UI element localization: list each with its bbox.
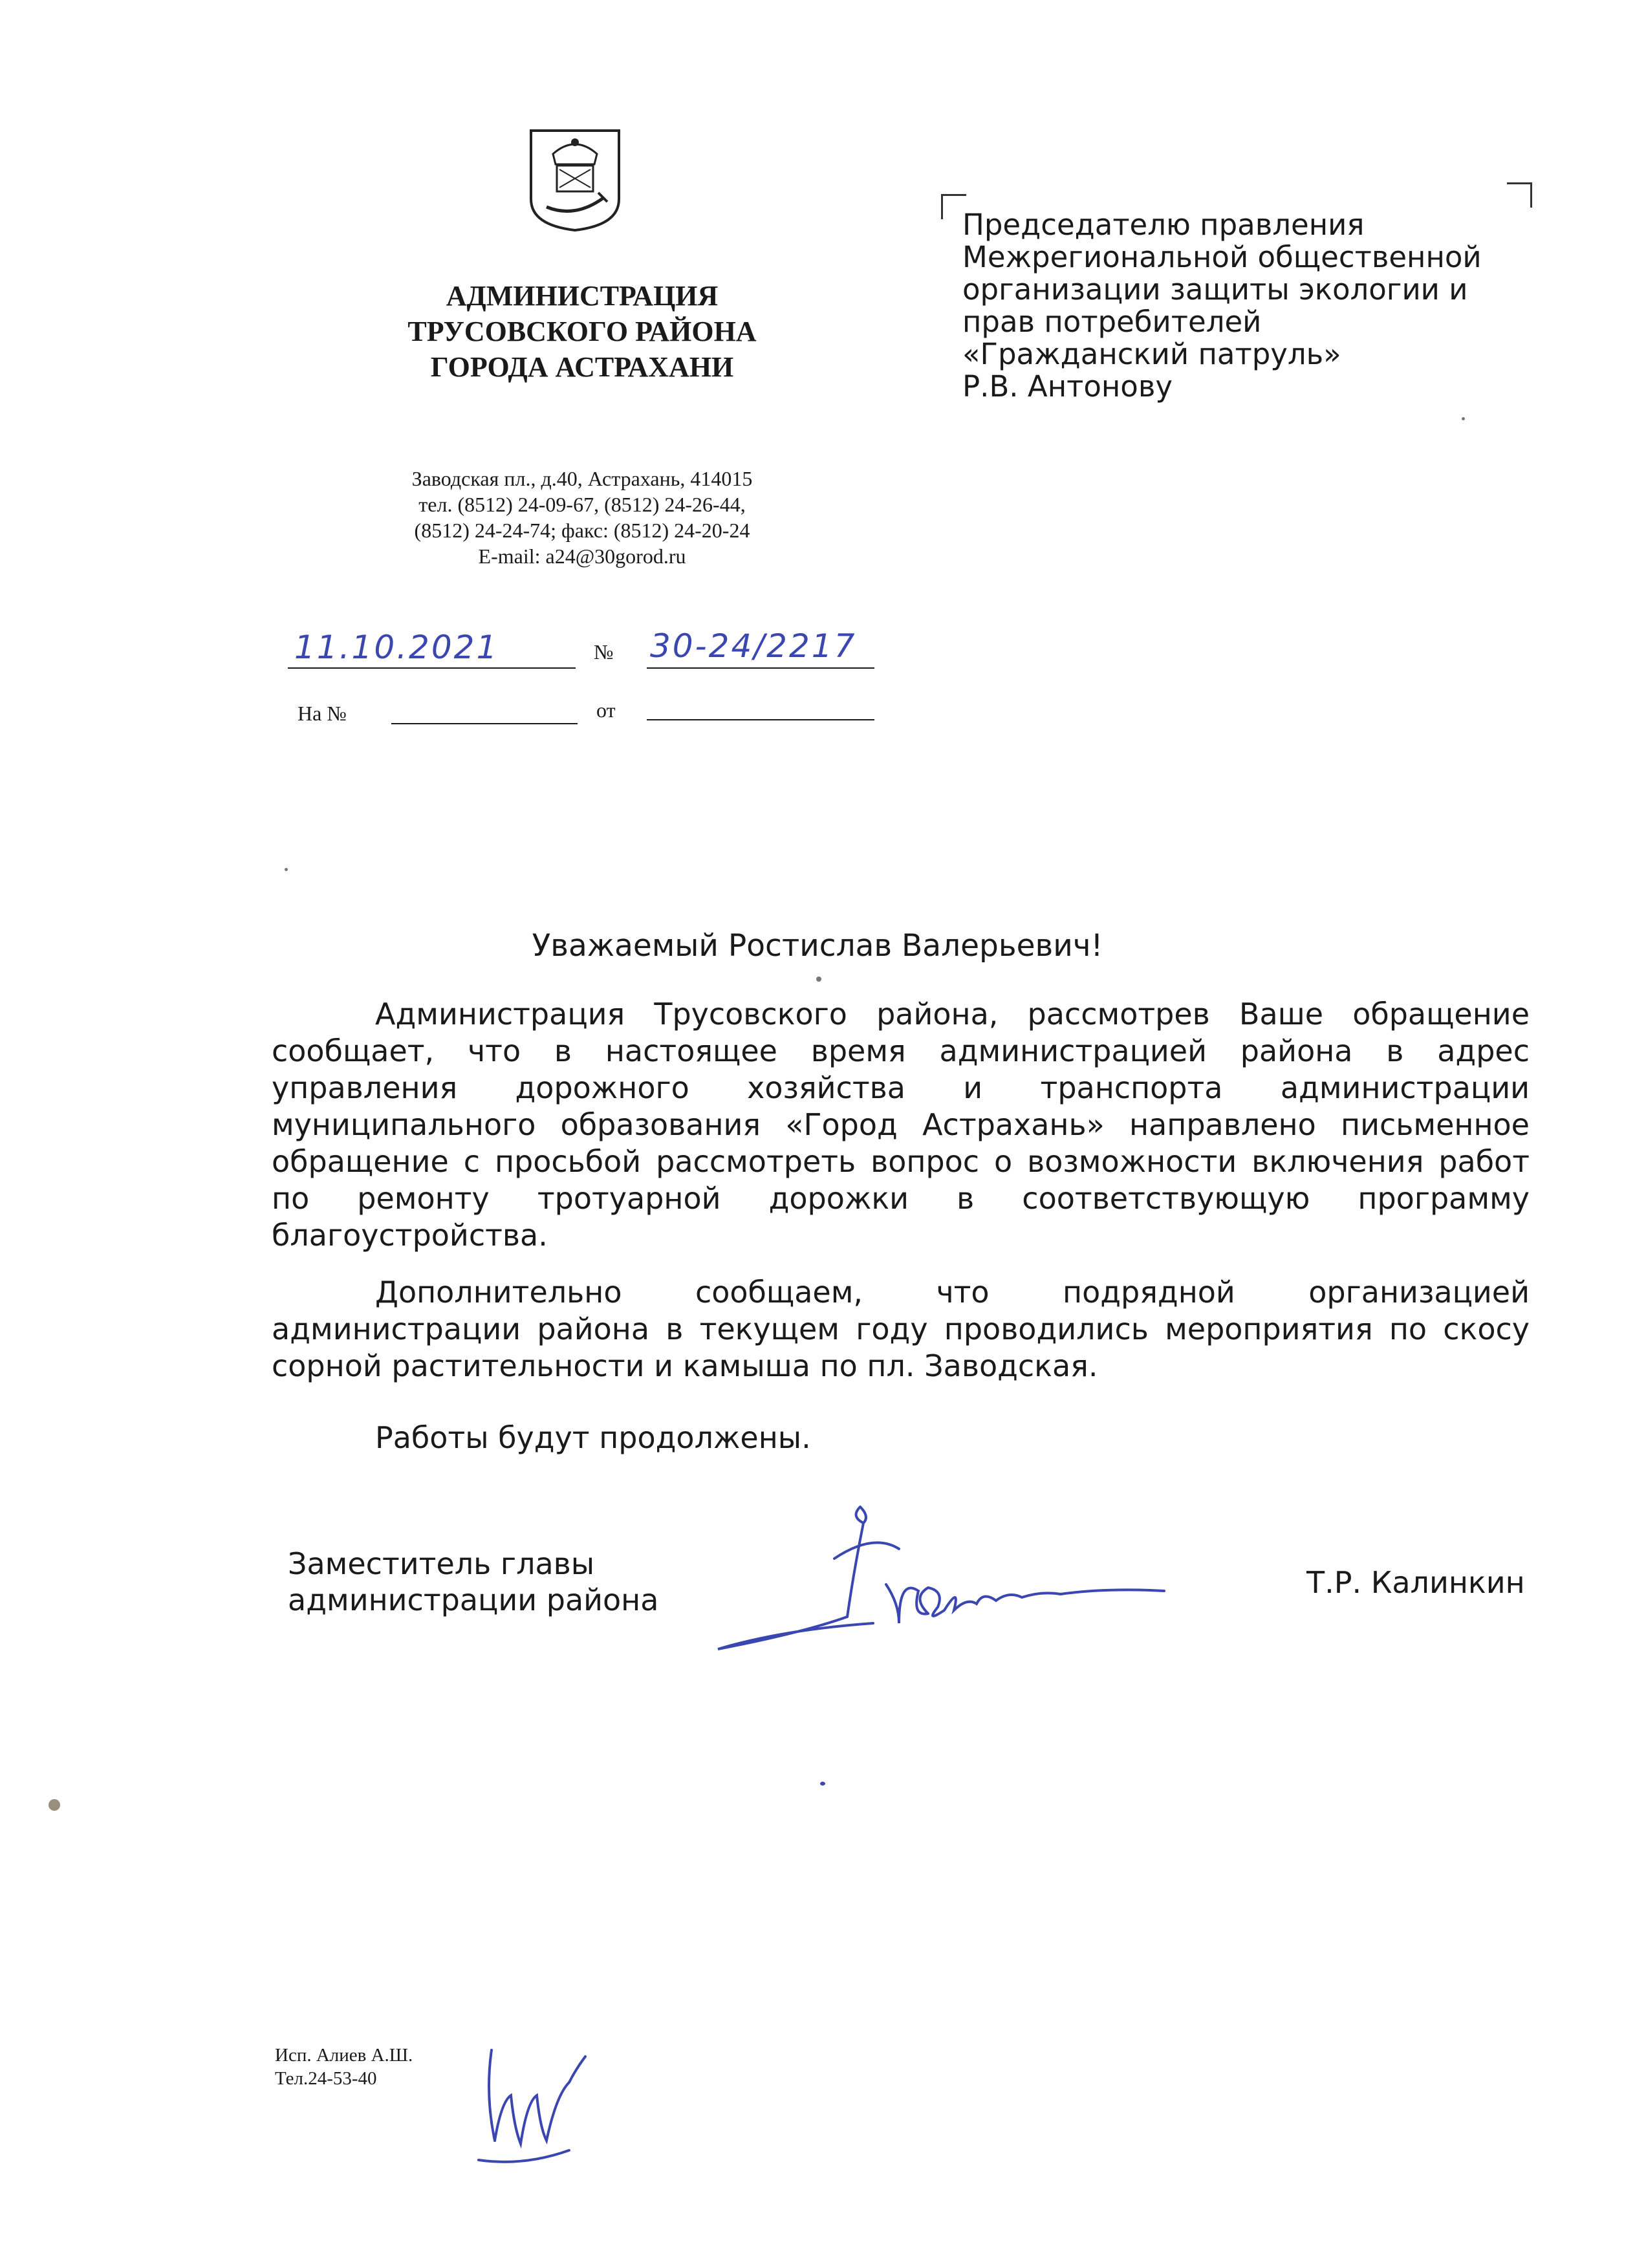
addressee-line-3: организации защиты экологии и	[962, 272, 1468, 307]
org-email: E-mail: a24@30gorod.ru	[478, 545, 686, 568]
org-name-line-3: ГОРОДА АСТРАХАНИ	[430, 351, 734, 383]
body-paragraph-2: Дополнительно сообщаем, что подрядной организацией администрации района в текущем году проводились мероприятия по скосу сорной растительности и камыша по пл. Заводская.	[272, 1275, 1530, 1383]
organization-contacts	[304, 466, 860, 569]
addressee-line-6: Р.В. Антонову	[962, 369, 1173, 404]
org-phones-1: тел. (8512) 24-09-67, (8512) 24-26-44,	[418, 493, 746, 516]
addressee-line-5: «Гражданский патруль»	[962, 337, 1341, 371]
org-name-line-2: ТРУСОВСКОГО РАЙОНА	[407, 316, 757, 347]
addressee-line-1: Председателю правления	[962, 208, 1365, 242]
scan-speck	[816, 977, 821, 982]
reply-date-underline	[647, 719, 874, 720]
addressee-corner-right	[1507, 182, 1532, 208]
signatory-name: Т.Р. Калинкин	[1306, 1565, 1525, 1600]
scan-speck	[1462, 417, 1465, 420]
organization-name	[304, 278, 860, 385]
handwritten-signature	[705, 1494, 1171, 1669]
coat-of-arms-emblem	[527, 128, 623, 233]
reply-number-underline	[391, 723, 578, 724]
body-paragraph-1: Администрация Трусовского района, рассмотрев Ваше обращение сообщает, что в настоящее время администрацией района в адрес управления дорожного хозяйства и транспорта администрации муниципального образования «Город Астрахань» направлено письменное обращение с просьбой рассмотреть вопрос о возможности включения работ по ремонту тротуарной дорожки в соответствующую программу благоустройства.	[272, 997, 1530, 1253]
org-phones-2: (8512) 24-24-74; факс: (8512) 24-20-24	[414, 519, 750, 542]
reply-from-label: от	[596, 698, 616, 722]
executor-phone: Тел.24-53-40	[275, 2068, 377, 2089]
org-name-line-1: АДМИНИСТРАЦИЯ	[446, 280, 719, 312]
letter-date-handwritten: 11.10.2021	[294, 629, 499, 666]
addressee-block	[962, 209, 1544, 403]
signatory-position-line-2: администрации района	[288, 1582, 659, 1617]
org-address: Заводская пл., д.40, Астрахань, 414015	[411, 467, 753, 490]
scan-speck	[820, 1782, 825, 1786]
scan-speck	[285, 868, 288, 871]
greeting: Уважаемый Ростислав Валерьевич!	[532, 928, 1103, 964]
scan-speck	[49, 1799, 60, 1811]
body-paragraph-3: Работы будут продолжены.	[375, 1420, 811, 1455]
signatory-position-line-1: Заместитель главы	[288, 1546, 595, 1581]
reply-number-label: На №	[298, 702, 347, 725]
number-underline	[647, 667, 874, 669]
executor-signature	[466, 2031, 595, 2173]
signatory-position	[288, 1546, 658, 1618]
executor-info	[275, 2044, 413, 2090]
number-label: №	[594, 640, 614, 664]
executor-name: Исп. Алиев А.Ш.	[275, 2045, 413, 2066]
addressee-line-2: Межрегиональной общественной	[962, 240, 1482, 274]
date-underline	[288, 667, 576, 669]
letter-number-handwritten: 30-24/2217	[650, 627, 857, 665]
addressee-line-4: прав потребителей	[962, 305, 1262, 339]
